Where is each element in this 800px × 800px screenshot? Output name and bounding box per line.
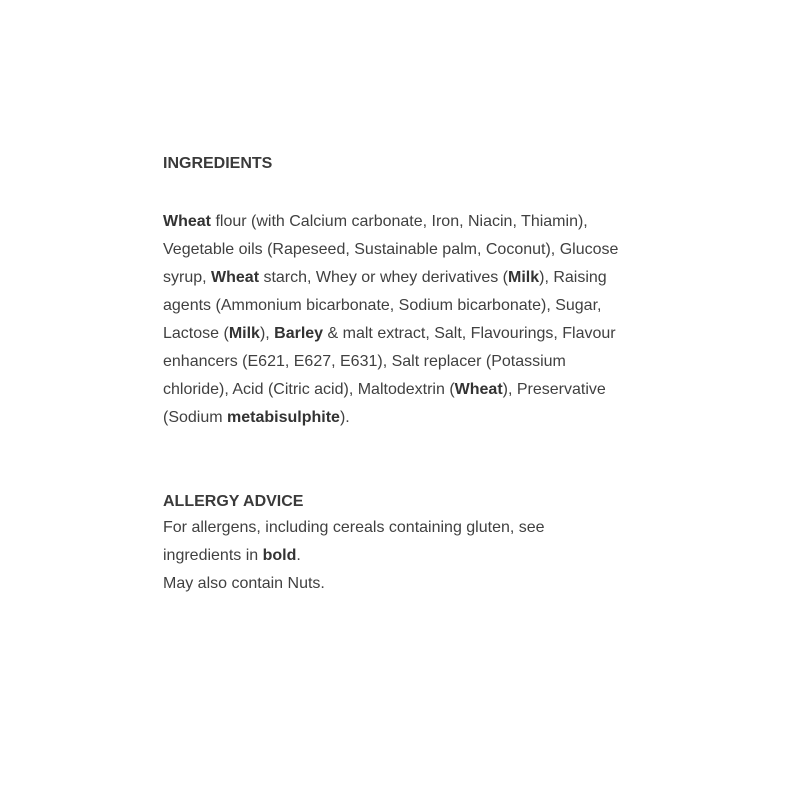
allergen-wheat: Wheat (163, 213, 211, 230)
ingredients-text-segment: ), Preservative (Sodium (163, 381, 606, 426)
allergen-metabisulphite: metabisulphite (227, 409, 340, 426)
ingredients-heading: INGREDIENTS (163, 155, 273, 172)
ingredients-text-segment: flour (with Calcium carbonate, Iron, Niacin, Thiamin), Vegetable oils (Rapeseed, Sustainable palm, Coconut), Glucose syrup, (163, 213, 619, 286)
product-info (163, 152, 633, 598)
allergen-wheat: Wheat (211, 269, 260, 286)
bold-note: bold (262, 547, 297, 564)
ingredients-text-segment: & malt extract, Salt, Flavourings, Flavour enhancers (E621, E627, E631), Salt replacer (Potassium chloride), Acid (Citric acid), Maltodextrin ( (163, 325, 616, 398)
may-contain-note: May also contain Nuts. (163, 575, 325, 592)
allergy-advice-section (163, 490, 633, 598)
allergen-barley: Barley (274, 325, 324, 342)
allergy-advice-text: ingredients in (163, 547, 263, 564)
ingredients-text-segment: starch, Whey or whey derivatives ( (259, 269, 508, 286)
allergen-milk: Milk (507, 269, 540, 286)
allergen-wheat: Wheat (454, 381, 503, 398)
ingredients-text-segment: ), Raising agents (Ammonium bicarbonate, Sodium bicarbonate), Sugar, Lactose ( (163, 269, 607, 342)
allergy-advice-text: . (296, 547, 301, 564)
allergy-advice-heading: ALLERGY ADVICE (163, 493, 304, 510)
ingredients-list (163, 208, 633, 432)
allergen-milk: Milk (228, 325, 260, 342)
allergy-advice-line: For allergens, including cereals containing gluten, see (163, 519, 545, 536)
ingredients-text-segment: ). (339, 409, 350, 426)
ingredients-text-segment: ), (259, 325, 275, 342)
allergy-advice-line (163, 542, 633, 570)
